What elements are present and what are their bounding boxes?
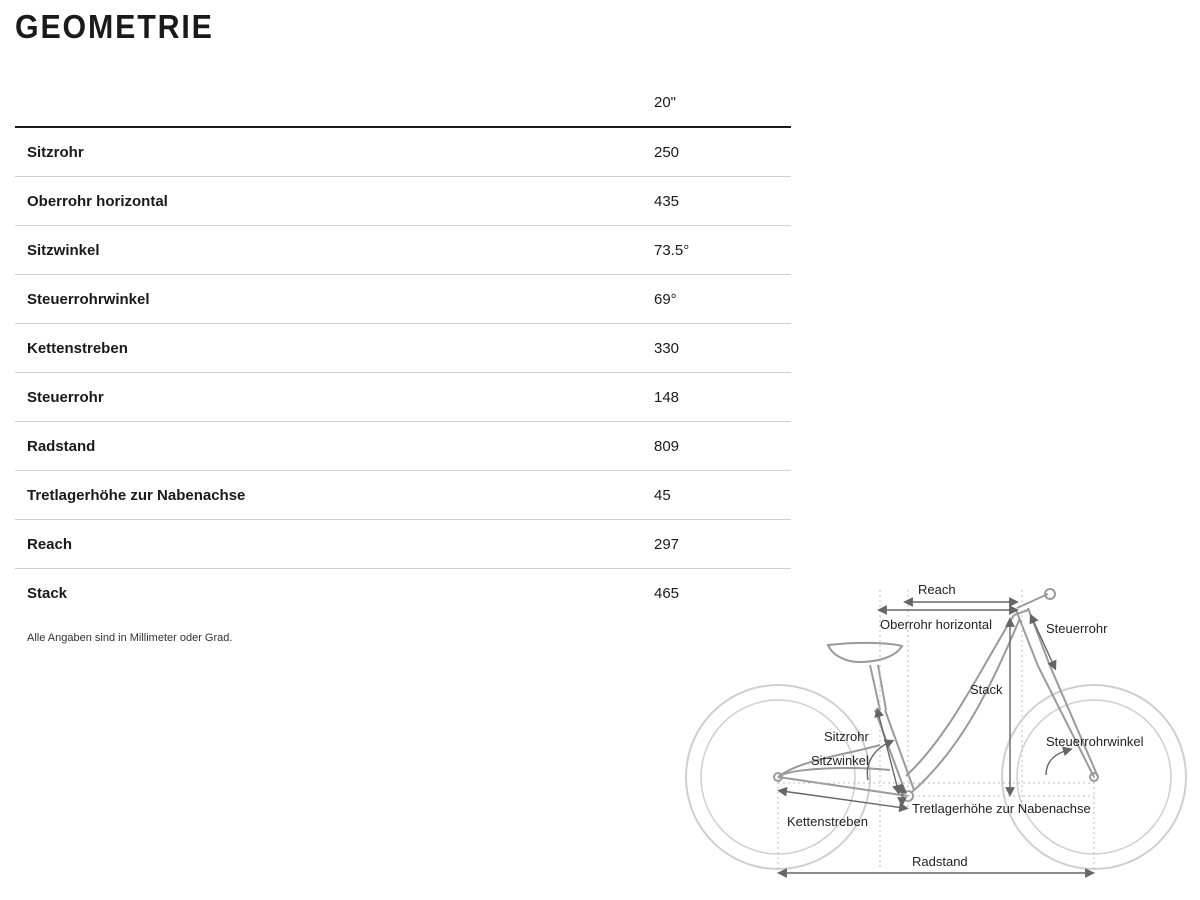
label-radstand: Radstand	[912, 854, 968, 869]
table-row	[15, 226, 791, 275]
label-oberrohr-horizontal: Oberrohr horizontal	[880, 617, 992, 632]
table-row	[15, 373, 791, 422]
table-row	[15, 275, 791, 324]
label-reach: Reach	[918, 582, 956, 597]
bike-geometry-diagram	[680, 570, 1195, 890]
table-header-row	[15, 78, 791, 127]
row-label: Steuerrohrwinkel	[15, 275, 642, 324]
table-row	[15, 520, 791, 569]
row-value: 330	[642, 324, 791, 373]
label-sitzwinkel: Sitzwinkel	[811, 753, 869, 768]
page-title: GEOMETRIE	[15, 8, 214, 45]
row-label: Oberrohr horizontal	[15, 177, 642, 226]
header-label-cell	[15, 78, 642, 127]
row-label: Stack	[27, 584, 68, 602]
row-value: 250	[642, 127, 791, 177]
table-row	[15, 569, 791, 618]
label-stack: Stack	[970, 682, 1003, 697]
units-footnote: Alle Angaben sind in Millimeter oder Grad.	[27, 632, 233, 644]
row-value: 45	[642, 471, 791, 520]
row-value: 809	[642, 422, 791, 471]
table-row	[15, 324, 791, 373]
label-steuerrohr: Steuerrohr	[1046, 621, 1108, 636]
row-label: Tretlagerhöhe zur Nabenachse	[15, 471, 642, 520]
row-label: Kettenstreben	[15, 324, 642, 373]
table-row	[15, 127, 791, 177]
row-value: 73.5°	[642, 226, 791, 275]
label-tretlagerhoehe: Tretlagerhöhe zur Nabenachse	[912, 801, 1091, 816]
table-row	[15, 471, 791, 520]
row-label: Sitzrohr	[15, 127, 642, 177]
label-kettenstreben: Kettenstreben	[787, 814, 868, 829]
label-steuerrohrwinkel: Steuerrohrwinkel	[1046, 734, 1144, 749]
row-label: Steuerrohr	[15, 373, 642, 422]
row-value: 297	[642, 520, 791, 569]
geometry-table	[15, 78, 791, 617]
label-sitzrohr: Sitzrohr	[824, 729, 869, 744]
table-row	[15, 422, 791, 471]
row-label: Sitzwinkel	[15, 226, 642, 275]
row-value: 465	[654, 584, 680, 602]
row-label: Reach	[15, 520, 642, 569]
row-value: 148	[642, 373, 791, 422]
row-value: 435	[642, 177, 791, 226]
row-label: Radstand	[15, 422, 642, 471]
table-row	[15, 177, 791, 226]
row-value: 69°	[642, 275, 791, 324]
header-size-cell: 20"	[642, 78, 791, 127]
